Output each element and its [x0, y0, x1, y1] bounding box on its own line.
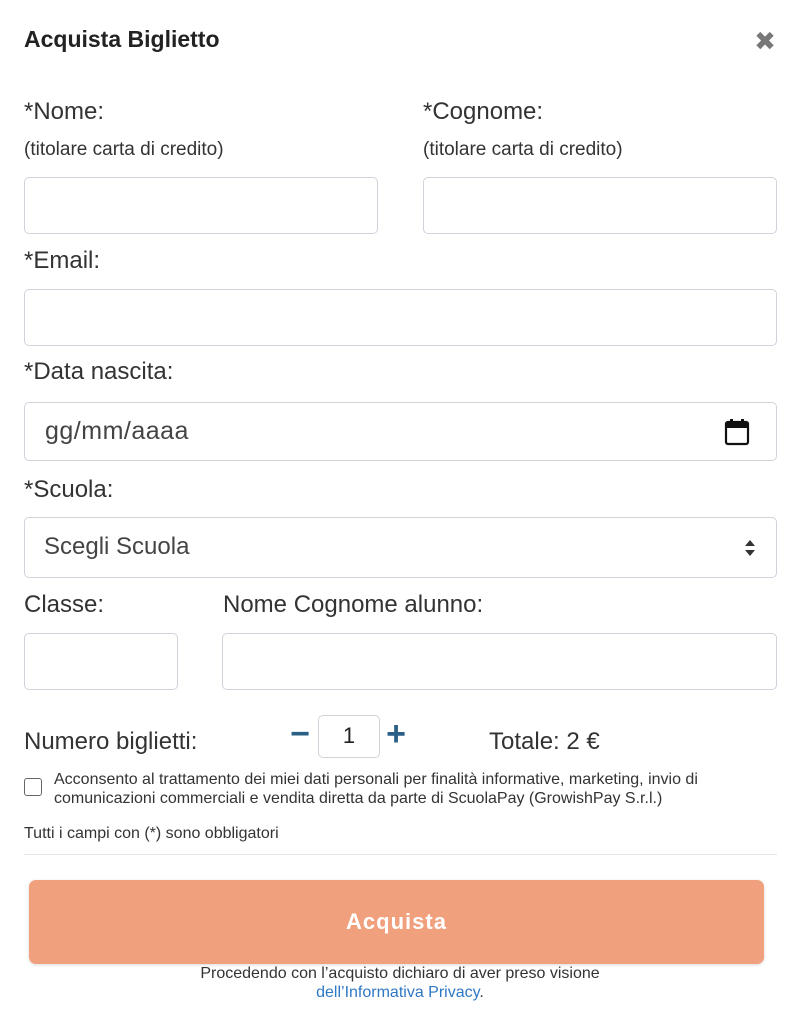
cognome-sublabel: (titolare carta di credito)	[423, 139, 623, 160]
nome-label: *Nome:	[24, 98, 105, 125]
footer-link-line	[0, 983, 800, 1002]
footer-period: .	[479, 984, 484, 1001]
email-label: *Email:	[24, 247, 101, 274]
cognome-label: *Cognome:	[423, 98, 544, 125]
consent-text: Acconsento al trattamento dei miei dati personali per finalità informative, marketing, invio di comunicazioni commerciali e vendita diretta da parte di ScuolaPay (GrowishPay S.r.l.)	[54, 771, 698, 807]
cognome-input[interactable]	[423, 177, 777, 234]
class-input[interactable]	[24, 633, 178, 690]
email-input[interactable]	[24, 289, 777, 346]
birthdate-placeholder: gg/mm/aaaa	[45, 417, 189, 445]
ticket-quantity-label: Numero biglietti:	[24, 728, 198, 755]
increase-quantity-button[interactable]: +	[386, 715, 406, 753]
divider	[24, 854, 777, 855]
nome-sublabel: (titolare carta di credito)	[24, 139, 224, 160]
birthdate-label: *Data nascita:	[24, 358, 174, 385]
sort-arrows-icon	[743, 538, 757, 563]
student-name-label: Nome Cognome alunno:	[223, 591, 484, 618]
student-name-input[interactable]	[222, 633, 777, 690]
modal-title: Acquista Biglietto	[24, 26, 220, 52]
school-label: *Scuola:	[24, 476, 114, 503]
close-icon[interactable]: ✖	[754, 26, 776, 56]
privacy-policy-link[interactable]: dell’Informativa Privacy	[316, 984, 480, 1001]
nome-input[interactable]	[24, 177, 378, 234]
school-selected-value: Scegli Scuola	[44, 533, 190, 560]
birthdate-input[interactable]	[24, 402, 777, 461]
footer-text: Procedendo con l’acquisto dichiaro di aver preso visione	[200, 965, 600, 982]
decrease-quantity-button[interactable]: −	[290, 715, 310, 753]
total-amount: Totale: 2 €	[489, 728, 600, 755]
consent-checkbox[interactable]	[24, 778, 42, 796]
required-fields-note: Tutti i campi con (*) sono obbligatori	[24, 825, 279, 842]
purchase-button[interactable]: Acquista	[29, 880, 764, 964]
calendar-icon[interactable]	[724, 418, 750, 451]
school-select[interactable]	[24, 517, 777, 578]
class-label: Classe:	[24, 591, 105, 618]
quantity-input[interactable]: 1	[318, 715, 380, 758]
